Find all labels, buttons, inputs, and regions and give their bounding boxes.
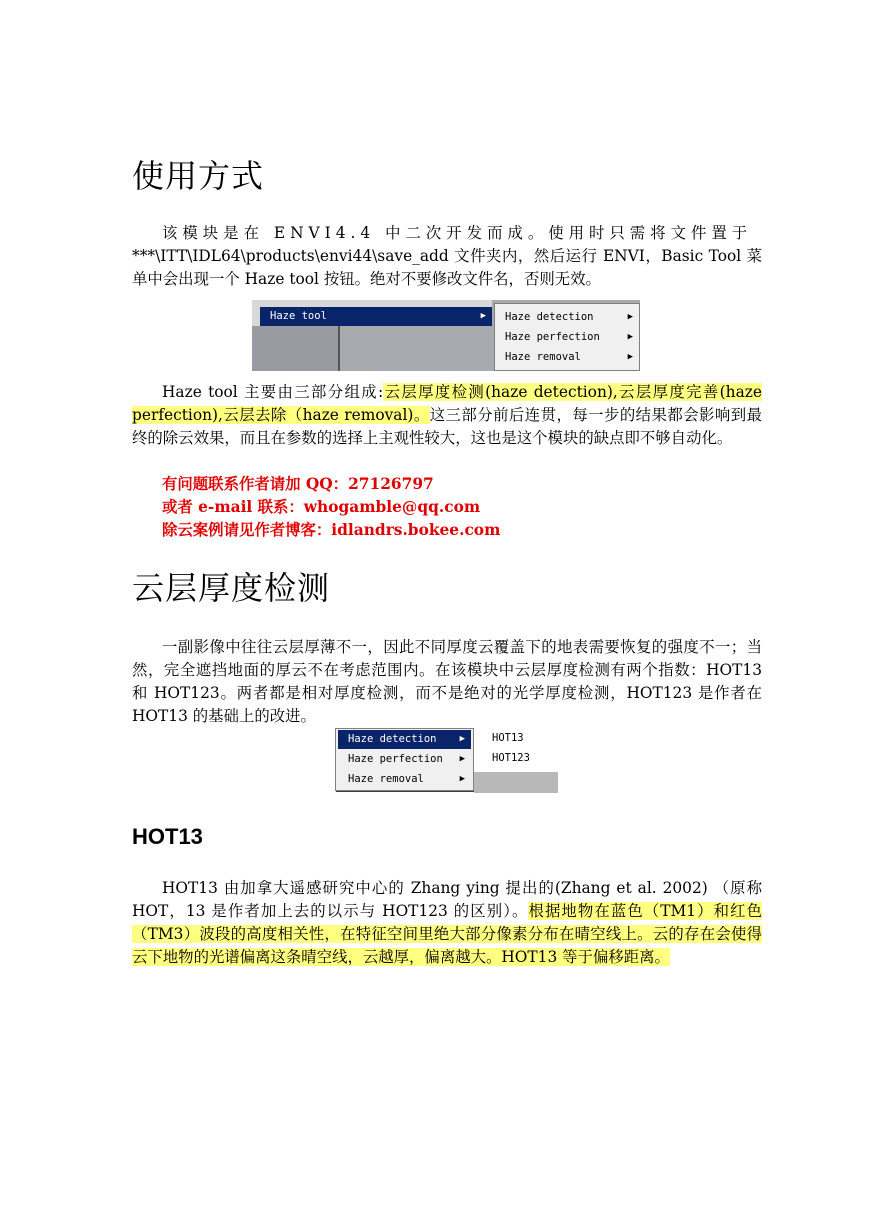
components-paragraph (132, 381, 762, 450)
submenu-arrow-icon: ▶ (459, 754, 465, 764)
haze-tool-submenu (494, 303, 640, 371)
submenu-label: Haze detection (505, 311, 594, 323)
hot-submenu (474, 728, 558, 772)
components-rest: 这三部分前后连贯，每一步的结果都会影响到最终的除云效果，而且在参数的选择上主观性较大，这也是这个模块的缺点即不够自动化。 (132, 406, 762, 447)
hot13-highlight: 根据地物在蓝色（TM1）和红色（TM3）波段的高度相关性，在特征空间里绝大部分像素分布在晴空线上。云的存在会使得云下地物的光谱偏离这条晴空线，云越厚，偏离越大。HOT13 等于偏移距离。 (132, 902, 762, 966)
menu-label: Haze perfection (348, 753, 443, 765)
submenu-label: Haze perfection (505, 331, 600, 343)
menu-screenshot-haze-tool (252, 300, 640, 371)
submenu-arrow-icon: ▶ (627, 312, 633, 322)
submenu-label: Haze removal (505, 351, 581, 363)
hot13-paragraph (132, 877, 762, 969)
section-title-detection: 云层厚度检测 (132, 569, 331, 607)
menu-screenshot-haze-detection (335, 728, 558, 793)
menu-item-haze-removal[interactable] (338, 770, 471, 789)
submenu-item-hot13[interactable]: HOT13 (492, 732, 524, 744)
detection-paragraph: 一副影像中往往云层厚薄不一，因此不同厚度云覆盖下的地表需要恢复的强度不一；当然，完全遮挡地面的厚云不在考虑范围内。在该模块中云层厚度检测有两个指数：HOT13 和 HOT123。两者都是相对厚度检测，而不是绝对的光学厚度检测，HOT123 是作者在 HOT13 的基础上的改进。 (132, 638, 762, 725)
menu-bg-bottom (474, 772, 558, 793)
submenu-item-haze-removal[interactable] (495, 348, 639, 367)
menu-item-haze-perfection[interactable] (338, 750, 471, 769)
components-lead: Haze tool 主要由三部分组成: (162, 383, 384, 401)
usage-first-line: 该模块是在 ENVI4.4 中二次开发而成。使用时只需将文件置于 (162, 224, 753, 242)
submenu-item-hot123[interactable]: HOT123 (492, 752, 530, 764)
section-title-hot13: HOT13 (132, 824, 203, 849)
menu-item-haze-tool[interactable] (260, 307, 492, 326)
section-title-usage: 使用方式 (132, 157, 265, 195)
components-highlight: 云层厚度检测(haze detection),云层厚度完善(haze perfection),云层去除（haze removal)。 (132, 383, 762, 424)
submenu-arrow-icon: ▶ (627, 332, 633, 342)
contact-qq: 有问题联系作者请加 QQ：27126797 (162, 475, 434, 493)
menu-item-haze-detection[interactable] (338, 730, 471, 749)
contact-email: 或者 e-mail 联系：whogamble@qq.com (162, 498, 481, 516)
usage-paragraph (132, 222, 762, 291)
menu-label: Haze removal (348, 773, 424, 785)
haze-menu-panel (335, 728, 474, 791)
submenu-item-haze-perfection[interactable] (495, 328, 639, 347)
submenu-item-haze-detection[interactable] (495, 308, 639, 327)
usage-rest: ***\ITT\IDL64\products\envi44\save_add 文件夹内，然后运行 ENVI，Basic Tool 菜单中会出现一个 Haze tool 按钮。绝对不要修改文件名，否则无效。 (132, 247, 762, 288)
contact-blog: 除云案例请见作者博客：idlandrs.bokee.com (162, 521, 501, 539)
submenu-arrow-icon: ▶ (627, 352, 633, 362)
menu-item-haze-tool-label: Haze tool (270, 310, 327, 322)
menu-label: Haze detection (348, 733, 437, 745)
hot13-lead: HOT13 由加拿大遥感研究中心的 Zhang ying 提出的(Zhang et al. 2002) （原称HOT，13 是作者加上去的以示与 HOT123 的区别）。 (132, 879, 762, 920)
submenu-arrow-icon: ▶ (480, 311, 486, 321)
submenu-arrow-icon: ▶ (459, 734, 465, 744)
submenu-arrow-icon: ▶ (459, 774, 465, 784)
